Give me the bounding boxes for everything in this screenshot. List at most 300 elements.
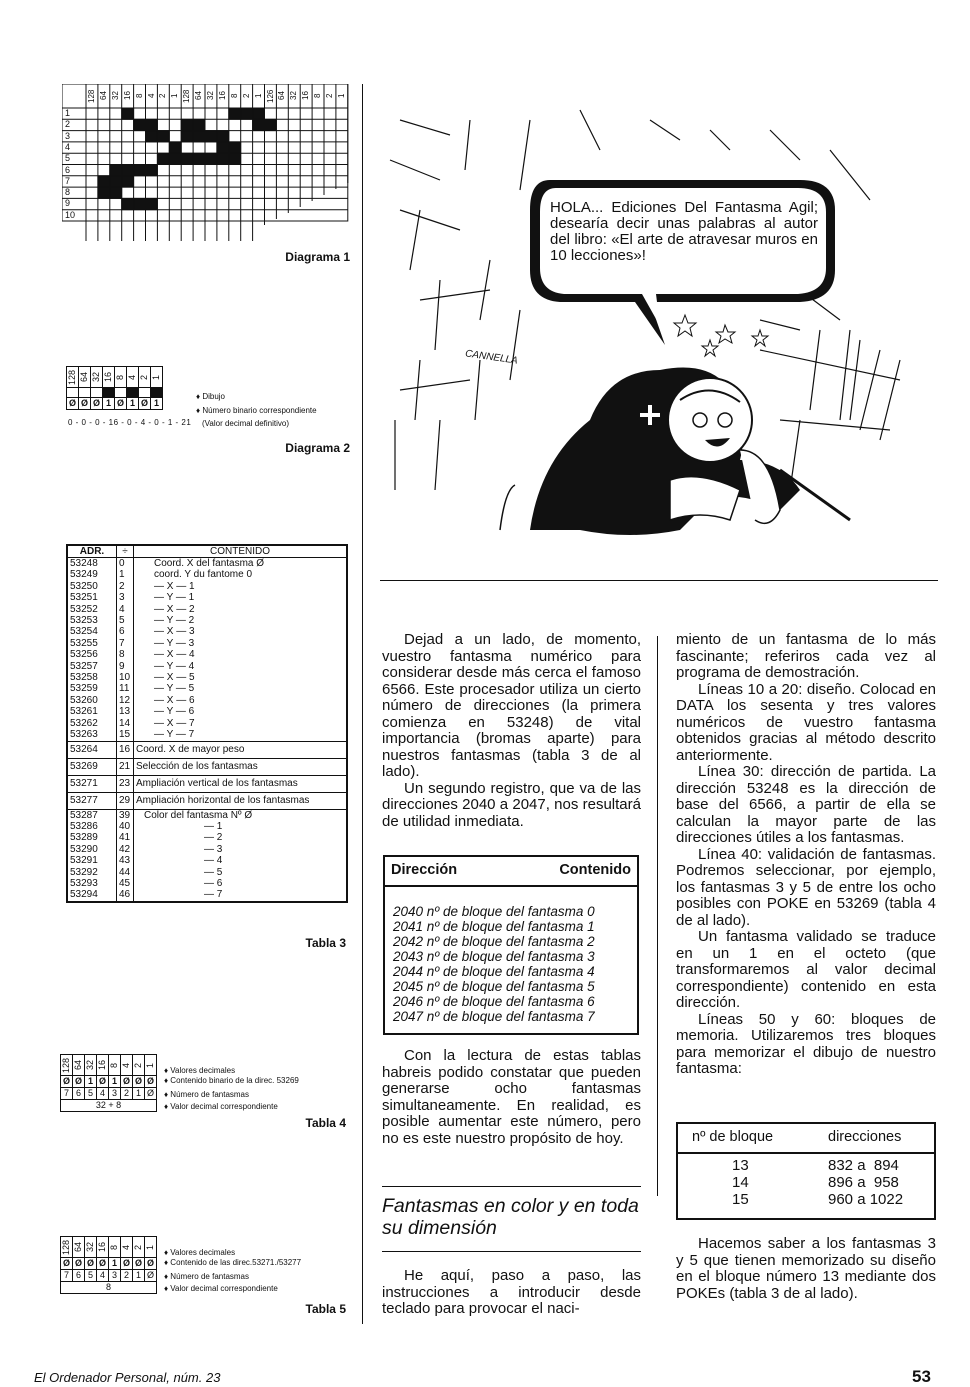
t5leg-item: ♦ Valor decimal correspondiente — [164, 1284, 278, 1293]
diagram-1-row-label: 6 — [65, 164, 71, 175]
tabla-3-index: 10 — [119, 672, 131, 684]
tabla-3-index: 9 — [119, 660, 125, 672]
t4-binary-cell: 1 — [109, 1076, 121, 1088]
col2-paragraph-6: Líneas 50 y 60: bloques de memoria. Utilizaremos tres bloques para memorizar el dibujo de nuestro fantasma: — [676, 1010, 936, 1077]
diagram-1-row-label: 9 — [65, 198, 71, 209]
d2-draw-cell — [67, 388, 79, 398]
diagram-1-col-header: 32 — [206, 91, 215, 101]
tabla-3-address: 53286 — [70, 820, 98, 832]
diagram-1-col-header: 1 — [253, 93, 263, 99]
d2-col-header: 1 — [151, 367, 163, 388]
tabla-3-index: 7 — [119, 637, 125, 649]
t5-number-cell: Ø — [145, 1270, 157, 1282]
diagram-1-filled-cell — [98, 176, 110, 187]
tabla-4 — [60, 1054, 350, 1114]
t4-binary-cell: Ø — [73, 1076, 85, 1088]
t5-binary-cell: 1 — [109, 1258, 121, 1270]
t5-number-cell: 3 — [109, 1270, 121, 1282]
tabla-3-table — [66, 544, 348, 903]
d2-col-header: 2 — [139, 367, 151, 388]
tabla-3-address: 53287 — [70, 809, 98, 821]
t4-number-cell: 1 — [133, 1088, 145, 1100]
diagram-1-filled-cell — [253, 119, 265, 130]
tabla-3-content: — 1 — [204, 820, 223, 832]
diagram-1-col-header: 1 — [336, 93, 346, 99]
cartoon-rule — [380, 580, 938, 581]
tabla-3-address: 53262 — [70, 717, 98, 729]
col2-paragraph-3: Línea 30: dirección de partida. La dirección 53248 es la dirección de base del 6566, a partir de ella se calculan la mayor parte de las direcciones útiles a los fantasmas. — [676, 763, 936, 846]
t5leg-item: ♦ Valores decimales — [164, 1248, 236, 1257]
diagram-1-filled-cell — [193, 119, 205, 130]
col2-paragraph-1: miento de un fantasma de lo más fascinante; referiros cada vez al programa de demostración. — [676, 631, 936, 681]
diagram-1-col-header: 8 — [134, 93, 144, 99]
t5-binary-cell: Ø — [61, 1258, 73, 1270]
diagram-1-filled-cell — [217, 153, 229, 164]
tabla-3-address: 53260 — [70, 694, 98, 706]
tabla-3-content: — 7 — [204, 889, 223, 901]
tabla-3-address: 53277 — [67, 792, 117, 809]
t4leg-item: ♦ Valores decimales — [164, 1066, 236, 1075]
tabla-4-caption: Tabla 4 — [305, 1116, 346, 1130]
cartoon — [380, 90, 940, 560]
tabla-3-address: 53259 — [70, 683, 98, 695]
t5-number-cell: 2 — [121, 1270, 133, 1282]
tabla-3-index: 44 — [119, 866, 131, 878]
diagram-1-col-header: 126 — [265, 89, 275, 103]
t4-number-cell: 2 — [121, 1088, 133, 1100]
direccion-header-rule — [385, 885, 637, 887]
direccion-row: 2045 nº de bloque del fantasma 5 — [393, 979, 595, 994]
diagram-1-filled-cell — [110, 176, 122, 187]
tabla-3-content: — X — 2 — [154, 603, 195, 615]
cartoon-signature: CANNELLA — [464, 348, 519, 367]
tabla-3-row — [67, 792, 347, 809]
tabla-3-index: 39 — [119, 809, 131, 821]
bloque-range: 896 a 958 — [828, 1174, 899, 1191]
tabla-3-content: — Y — 3 — [154, 637, 195, 649]
tabla-3-content: — 6 — [204, 877, 223, 889]
tabla-3-content: — X — 5 — [154, 672, 195, 684]
tabla-3-address: 53252 — [70, 603, 98, 615]
subhead-rule-bottom — [382, 1251, 641, 1252]
tabla-3-index: 16 — [117, 741, 134, 758]
t4-number-cell: Ø — [145, 1088, 157, 1100]
d2-binary-cell: Ø — [79, 398, 91, 410]
t4-col-header: 8 — [109, 1055, 121, 1076]
tabla-3-content: Color del fantasma Nº Ø — [144, 809, 253, 821]
diagram-1-filled-cell — [229, 153, 241, 164]
tabla-5-caption: Tabla 5 — [305, 1302, 346, 1316]
tabla-3-address: 53248 — [70, 558, 98, 569]
diagram-1-filled-cell — [110, 187, 122, 198]
diagram-1-col-header: 128 — [182, 89, 192, 103]
diagram-1-filled-cell — [205, 153, 217, 164]
t5-col-header: 32 — [85, 1237, 97, 1258]
d2-draw-cell — [79, 388, 91, 398]
tabla-3-address: 53269 — [67, 758, 117, 775]
tabla-3-content: — 5 — [204, 866, 223, 878]
diagram-1 — [62, 84, 352, 244]
diagram-1-filled-cell — [122, 198, 134, 209]
diagram-1-filled-cell — [146, 198, 158, 209]
t4leg-item: ♦ Número de fantasmas — [164, 1090, 250, 1099]
tabla-3-address: 53292 — [70, 866, 98, 878]
t5-binary-cell: Ø — [121, 1258, 133, 1270]
t5-col-header: 2 — [133, 1237, 145, 1258]
d2-binary-cell: 1 — [151, 398, 163, 410]
diagram-1-filled-cell — [265, 119, 277, 130]
diagram-1-filled-cell — [193, 131, 205, 142]
diagram-1-caption: Diagrama 1 — [285, 250, 350, 264]
diagram-1-filled-cell — [157, 131, 169, 142]
tabla-3-content: coord. Y du fantome 0 — [154, 569, 253, 581]
tabla-3-content: — Y — 1 — [154, 592, 195, 604]
d2-draw-cell — [151, 388, 163, 398]
col2-paragraph-5: Un fantasma validado se traduce en un 1 en el octeto (que transformaremos al valor decimal correspondiente) contenido en esta dirección. — [676, 928, 936, 1011]
col1-paragraph-1: Dejad a un lado, de momento, vuestro fantasma numérico para considerar desde más cerca el famoso 6566. Este procesador utiliza un cierto número de direcciones (la primera comienza en 53248) de vital importancia (bromas aparte) para nuestros fantasmas (tabla 3 de al lado). — [382, 631, 641, 780]
article-column-2-end — [676, 1236, 936, 1302]
direccion-row: 2046 nº de bloque del fantasma 6 — [393, 994, 595, 1009]
t4-number-cell: 5 — [85, 1088, 97, 1100]
article-column-1-cont — [382, 1048, 641, 1147]
tabla-3-content: — X — 7 — [154, 717, 195, 729]
diagram-1-row-label: 1 — [65, 108, 71, 118]
d2-col-header: 4 — [127, 367, 139, 388]
tabla-3-index: 45 — [119, 877, 131, 889]
tabla-3-content: — Y — 4 — [154, 660, 195, 672]
article-column-1 — [382, 632, 641, 830]
diagram-1-filled-cell — [157, 153, 169, 164]
diagram-2-legend-1: ♦ Número binario correspondiente — [196, 406, 317, 415]
d2-draw-cell — [115, 388, 127, 398]
diagram-2-table — [66, 366, 163, 410]
bloque-row — [678, 1191, 934, 1208]
diagram-1-filled-cell — [181, 119, 193, 130]
t4-col-header: 64 — [73, 1055, 85, 1076]
diagram-1-filled-cell — [181, 153, 193, 164]
tabla-3-index: 2 — [119, 580, 125, 592]
diagram-1-filled-cell — [253, 108, 265, 119]
direccion-row: 2042 nº de bloque del fantasma 2 — [393, 934, 595, 949]
t4-number-cell: 4 — [97, 1088, 109, 1100]
tabla-3-index: 41 — [119, 832, 131, 844]
tabla-3-content: — X — 6 — [154, 694, 195, 706]
tabla-3-index: 5 — [119, 615, 125, 627]
tabla-3-content: — 4 — [204, 855, 223, 867]
direccion-header-2: Contenido — [559, 862, 631, 878]
diagram-1-col-header: 64 — [194, 91, 204, 101]
bloque-header-rule — [678, 1152, 934, 1154]
column-gutter-rule — [657, 636, 658, 1196]
tabla-3-index: 0 — [119, 558, 125, 569]
tabla-3-address: 53293 — [70, 877, 98, 889]
d2-binary-cell: 1 — [127, 398, 139, 410]
diagram-1-filled-cell — [169, 142, 181, 153]
diagram-1-col-header: 8 — [229, 93, 239, 99]
tabla-3-address: 53256 — [70, 649, 98, 661]
t5-binary-cell: Ø — [73, 1258, 85, 1270]
bloque-number: 13 — [732, 1157, 749, 1174]
footer-publication: El Ordenador Personal, núm. 23 — [34, 1370, 221, 1385]
d2-draw-cell — [103, 388, 115, 398]
t5-number-cell: 4 — [97, 1270, 109, 1282]
diagram-1-filled-cell — [110, 165, 122, 176]
tabla-3-index: 13 — [119, 706, 131, 718]
diagram-1-filled-cell — [146, 165, 158, 176]
tabla-3-content: — 2 — [204, 832, 223, 844]
direccion-row: 2041 nº de bloque del fantasma 1 — [393, 919, 595, 934]
d2-binary-cell: Ø — [91, 398, 103, 410]
speech-bubble-text: HOLA... Ediciones Del Fantasma Agil; desearía decir unas palabras al autor del libro: «El arte de atravesar muros en 10 lecciones»! — [550, 199, 818, 264]
tabla-3-index: 12 — [119, 694, 131, 706]
tabla-3-address: 53290 — [70, 843, 98, 855]
tabla-3-header-content: CONTENIDO — [134, 545, 348, 558]
diagram-1-filled-cell — [217, 142, 229, 153]
t5-col-header: 64 — [73, 1237, 85, 1258]
tabla-3-index: 15 — [119, 729, 131, 741]
diagram-2-decimal: 0 - 0 - 0 - 16 - 0 - 4 - 0 - 1 - 21 — [68, 418, 192, 427]
t4leg-item: ♦ Contenido binario de la direc. 53269 — [164, 1076, 299, 1085]
tabla-3-header-idx: ÷ — [117, 545, 134, 558]
diagram-1-filled-cell — [134, 165, 146, 176]
diagram-1-filled-cell — [122, 165, 134, 176]
col2-paragraph-2: Líneas 10 a 20: diseño. Colocad en DATA los sesenta y tres valores numéricos de vuestro fantasma obtenidos gracias al método descrito anteriormente. — [676, 680, 936, 764]
col1-paragraph-3: Con la lectura de estas tablas habreis podido constatar que pueden generarse ocho fantasmas simultaneamente. En realidad, es posible aumentar este número, pero no es este nuestro propósito de hoy. — [382, 1047, 641, 1147]
d2-col-header: 16 — [103, 367, 115, 388]
article-column-2 — [676, 632, 936, 1078]
diagram-1-row-label: 8 — [65, 187, 71, 198]
t5-col-header: 128 — [61, 1237, 73, 1258]
diagram-2-legend-2: (Valor decimal definitivo) — [202, 419, 289, 428]
diagram-1-filled-cell — [229, 108, 241, 119]
col1-paragraph-4: He aquí, paso a paso, las instrucciones a introducir desde teclado para provocar el naci- — [382, 1267, 641, 1317]
bloque-row — [678, 1174, 934, 1191]
tabla-3-address: 53257 — [70, 660, 98, 672]
d2-binary-cell: 1 — [103, 398, 115, 410]
tabla-3-address: 53261 — [70, 706, 98, 718]
t4leg-item: ♦ Valor decimal correspondiente — [164, 1102, 278, 1111]
diagram-1-grid — [62, 84, 352, 244]
diagram-1-col-header: 2 — [158, 93, 168, 99]
diagram-1-filled-cell — [146, 119, 158, 130]
t4-col-header: 2 — [133, 1055, 145, 1076]
d2-draw-cell — [91, 388, 103, 398]
tabla-3-index: 46 — [119, 889, 131, 901]
diagram-1-col-header: 32 — [110, 91, 120, 101]
d2-col-header: 8 — [115, 367, 127, 388]
t4-col-header: 32 — [85, 1055, 97, 1076]
diagram-1-filled-cell — [193, 153, 205, 164]
d2-col-header: 64 — [79, 367, 91, 388]
cartoon-illustration — [380, 90, 940, 560]
tabla-3-content: — Y — 6 — [154, 706, 195, 718]
tabla-3-index: 40 — [119, 820, 131, 832]
t4-binary-cell: Ø — [61, 1076, 73, 1088]
diagram-1-col-header: 16 — [122, 91, 132, 101]
diagram-1-col-header: 16 — [217, 91, 227, 101]
page-number: 53 — [912, 1367, 931, 1386]
tabla-3-index: 6 — [119, 626, 125, 638]
tabla-3-caption: Tabla 3 — [305, 936, 346, 950]
t4-number-cell: 3 — [109, 1088, 121, 1100]
d2-binary-cell: Ø — [67, 398, 79, 410]
d2-draw-cell — [127, 388, 139, 398]
diagram-1-col-header: 1 — [170, 93, 180, 99]
t5leg-item: ♦ Número de fantasmas — [164, 1272, 250, 1281]
tabla-3-index: 14 — [119, 717, 131, 729]
tabla-3-content: Ampliación vertical de los fantasmas — [134, 775, 348, 792]
col2-paragraph-4: Línea 40: validación de fantasmas. Podremos seleccionar, por ejemplo, los fantasmas 3 y 5 de entre los ocho posibles con POKE en 53269 (tabla 4 de al lado). — [676, 845, 936, 929]
diagram-1-col-header: 4 — [146, 93, 156, 99]
diagram-1-col-header: 32 — [289, 91, 299, 101]
tabla-3-content: — X — 1 — [154, 580, 195, 592]
tabla-3-index: 23 — [117, 775, 134, 792]
t5-number-cell: 1 — [133, 1270, 145, 1282]
subhead: Fantasmas en color y en toda su dimensión — [382, 1195, 639, 1239]
tabla-3-content: — X — 3 — [154, 626, 195, 638]
t4-col-header: 4 — [121, 1055, 133, 1076]
t4-col-header: 128 — [61, 1055, 73, 1076]
tabla-4-table — [60, 1054, 157, 1112]
tabla-3-address: 53263 — [70, 729, 98, 741]
t4-binary-cell: Ø — [145, 1076, 157, 1088]
t5-binary-cell: Ø — [145, 1258, 157, 1270]
t4-number-cell: 6 — [73, 1088, 85, 1100]
diagram-1-filled-cell — [229, 142, 241, 153]
tabla-3-index: 43 — [119, 855, 131, 867]
tabla-3-address: 53264 — [67, 741, 117, 758]
tabla-3-content: Coord. X de mayor peso — [134, 741, 348, 758]
diagram-1-col-header: 64 — [277, 91, 287, 101]
left-column-rule — [362, 84, 363, 1324]
d2-draw-cell — [139, 388, 151, 398]
d2-col-header: 32 — [91, 367, 103, 388]
tabla-4-sum: 32 + 8 — [61, 1100, 157, 1112]
diagram-1-col-header: 2 — [241, 93, 251, 99]
t5-binary-cell: Ø — [133, 1258, 145, 1270]
t5leg-item: ♦ Contenido de las direc.53271./53277 — [164, 1258, 302, 1267]
tabla-3-address: 53250 — [70, 580, 98, 592]
bloque-range: 960 a 1022 — [828, 1191, 904, 1208]
t5-col-header: 8 — [109, 1237, 121, 1258]
tabla-3-content: — Y — 7 — [154, 729, 195, 741]
bloque-number: 14 — [732, 1174, 749, 1191]
tabla-3-index: 3 — [119, 592, 125, 604]
tabla-5-table — [60, 1236, 157, 1294]
t5-number-cell: 5 — [85, 1270, 97, 1282]
bloque-number: 15 — [732, 1191, 749, 1208]
direccion-row: 2047 nº de bloque del fantasma 7 — [393, 1009, 595, 1024]
t5-number-cell: 7 — [61, 1270, 73, 1282]
col2-paragraph-7: Hacemos saber a los fantasmas 3 y 5 que tienen memorizado su diseño en el bloque número 13 mediante dos POKEs (tabla 3 de al lado). — [676, 1235, 936, 1302]
d2-binary-cell: Ø — [139, 398, 151, 410]
tabla-3-index: 11 — [119, 683, 130, 695]
diagram-1-row-label: 5 — [65, 153, 71, 164]
tabla-5 — [60, 1236, 350, 1300]
diagram-1-col-header: 64 — [98, 91, 108, 101]
d2-binary-cell: Ø — [115, 398, 127, 410]
diagram-1-filled-cell — [98, 187, 110, 198]
t5-col-header: 1 — [145, 1237, 157, 1258]
tabla-3-address: 53249 — [70, 569, 98, 581]
bloque-table — [676, 1122, 936, 1220]
tabla-3-address: 53254 — [70, 626, 98, 638]
diagram-1-filled-cell — [122, 176, 134, 187]
tabla-3-content: — Y — 2 — [154, 615, 195, 627]
bloque-header-1: nº de bloque — [692, 1129, 774, 1145]
direccion-row: 2044 nº de bloque del fantasma 4 — [393, 964, 595, 979]
diagram-1-col-header: 2 — [325, 93, 334, 99]
diagram-1-row-label: 7 — [65, 175, 71, 186]
direccion-row: 2040 nº de bloque del fantasma 0 — [393, 904, 595, 919]
t4-binary-cell: Ø — [121, 1076, 133, 1088]
diagram-2 — [66, 366, 350, 430]
direccion-table — [383, 855, 639, 1035]
diagram-1-filled-cell — [134, 198, 146, 209]
tabla-3-address: 53251 — [70, 592, 98, 604]
tabla-3-content: Selección de los fantasmas — [134, 758, 348, 775]
diagram-2-caption: Diagrama 2 — [285, 441, 350, 455]
diagram-1-filled-cell — [134, 119, 146, 130]
col1-paragraph-2: Un segundo registro, que va de las direcciones 2040 a 2047, nos resultará de utilidad inmediata. — [382, 779, 641, 830]
diagram-1-row-label: 2 — [65, 119, 71, 130]
tabla-3-index: 1 — [119, 569, 125, 581]
tabla-3-index: 29 — [117, 792, 134, 809]
diagram-2-legend-0: ♦ Dibujo — [196, 392, 225, 401]
tabla-3-address: 53255 — [70, 637, 98, 649]
tabla-3-content: Coord. X del fantasma Ø — [154, 558, 265, 569]
tabla-3-content: — 3 — [204, 843, 223, 855]
bloque-header-2: direcciones — [828, 1129, 902, 1145]
diagram-1-col-header: 8 — [313, 93, 323, 99]
direccion-row: 2043 nº de bloque del fantasma 3 — [393, 949, 595, 964]
t4-col-header: 1 — [145, 1055, 157, 1076]
tabla-3-row — [67, 775, 347, 792]
bloque-range: 832 a 894 — [828, 1157, 899, 1174]
diagram-1-col-header: 128 — [87, 89, 96, 103]
t4-binary-cell: 1 — [85, 1076, 97, 1088]
direccion-header-1: Dirección — [391, 862, 458, 878]
tabla-3-header-adr: ADR. — [67, 545, 117, 558]
t4-binary-cell: Ø — [97, 1076, 109, 1088]
diagram-1-filled-cell — [146, 131, 158, 142]
tabla-3-address: 53271 — [67, 775, 117, 792]
tabla-3-address: 53253 — [70, 615, 98, 627]
t5-number-cell: 6 — [73, 1270, 85, 1282]
tabla-3-address: 53291 — [70, 855, 98, 867]
tabla-3-index: 21 — [117, 758, 134, 775]
tabla-3-content: Ampliación horizontal de los fantasmas — [134, 792, 348, 809]
tabla-3-index: 8 — [119, 649, 125, 661]
diagram-1-filled-cell — [122, 108, 134, 119]
diagram-1-filled-cell — [205, 131, 217, 142]
tabla-3-index: 4 — [119, 603, 125, 615]
bloque-row — [678, 1157, 934, 1174]
tabla-3 — [66, 544, 348, 903]
diagram-1-filled-cell — [217, 131, 229, 142]
diagram-1-row-label: 10 — [65, 209, 76, 220]
diagram-1-filled-cell — [181, 131, 193, 142]
tabla-3-address: 53289 — [70, 832, 98, 844]
diagram-1-filled-cell — [169, 153, 181, 164]
t4-number-cell: 7 — [61, 1088, 73, 1100]
diagram-1-row-label: 3 — [65, 130, 71, 141]
t5-col-header: 4 — [121, 1237, 133, 1258]
tabla-3-index: 42 — [119, 843, 131, 855]
diagram-1-filled-cell — [241, 108, 253, 119]
t4-col-header: 16 — [97, 1055, 109, 1076]
tabla-3-content: — X — 4 — [154, 649, 195, 661]
